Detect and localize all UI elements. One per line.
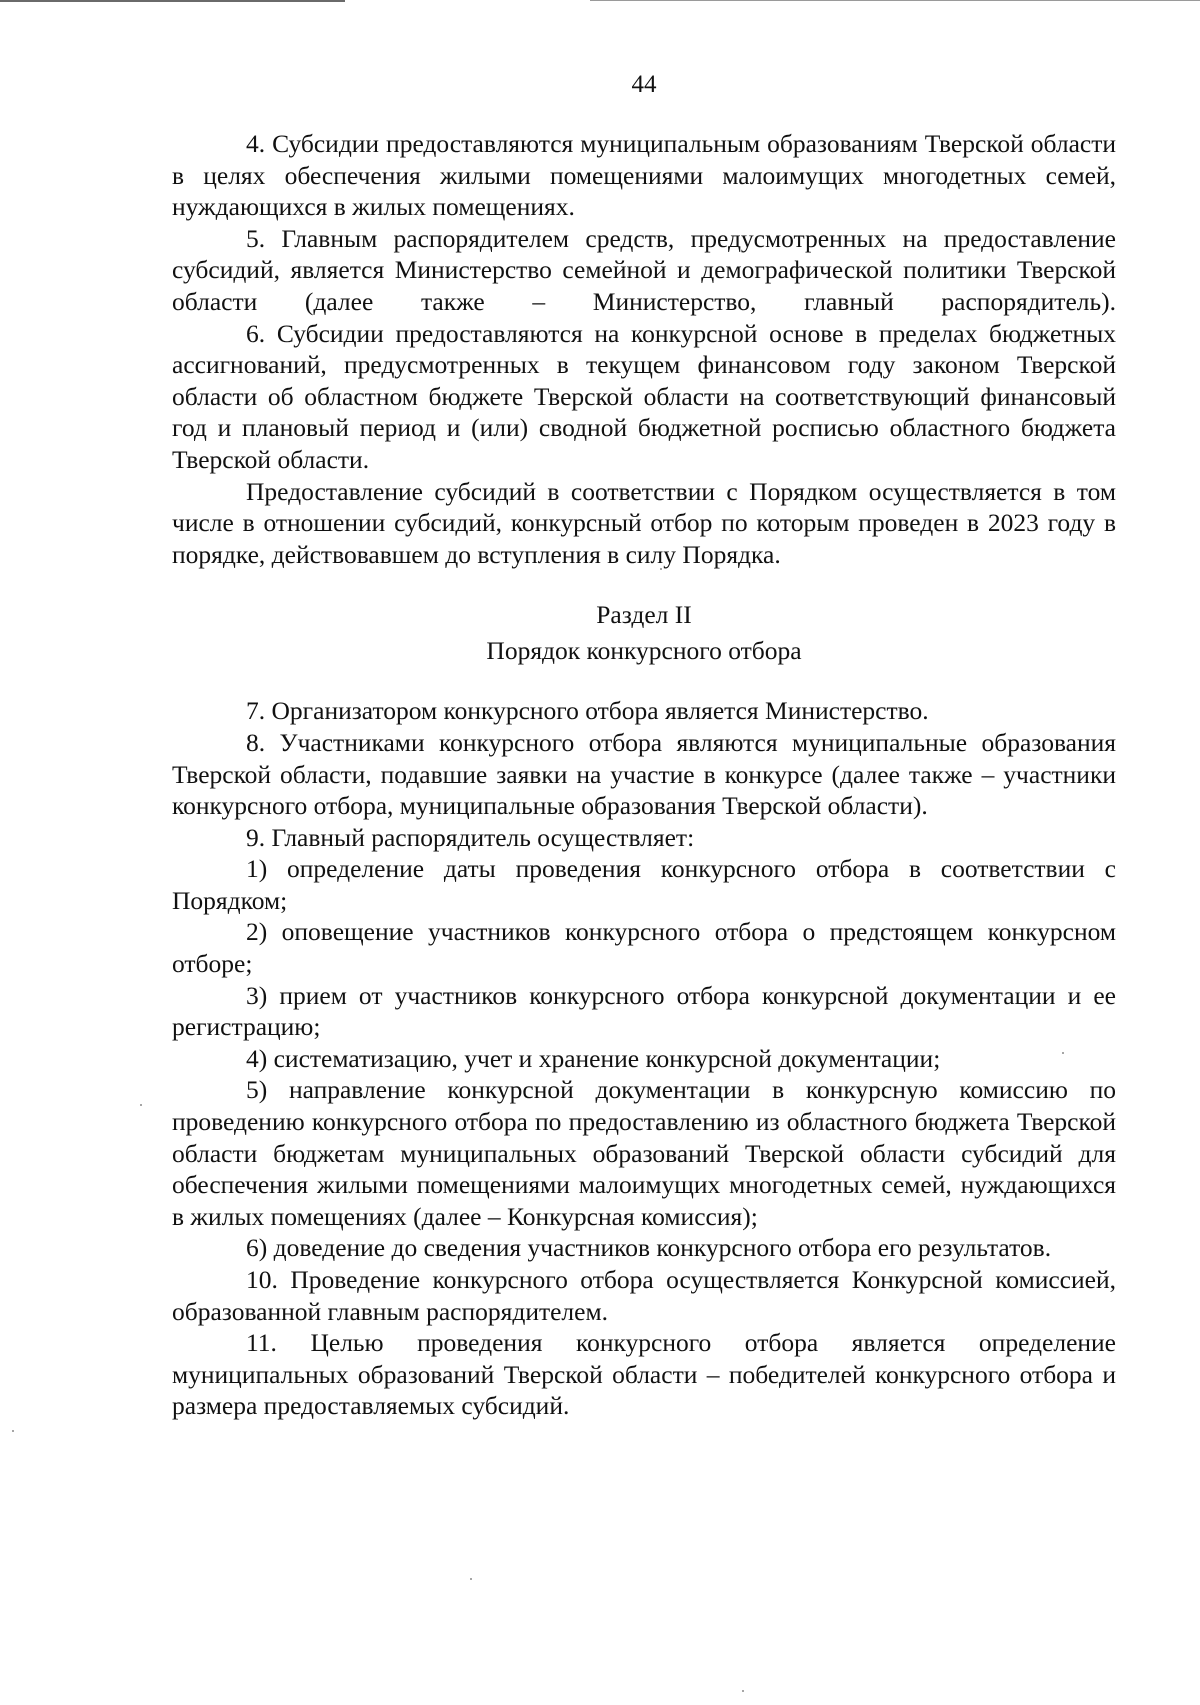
paragraph-9: 9. Главный распорядитель осуществляет: [246,822,695,852]
section-title: Порядок конкурсного отбора [486,636,802,666]
paragraph-transitional: Предоставление субсидий в соответствии с Порядком осуществляется в том числе в отношении субсидий, конкурсный отбор по которым проведен в 2023 году в порядке, действовавшем до вступления в силу Порядка. [172,476,1116,569]
paragraph-5: 5. Главным распорядителем средств, предусмотренных на предоставление субсидий, является Министерство семейной и демографической политики Тверской области (далее также – Министерство, главный распорядитель). [172,223,1116,316]
scan-speck [742,1690,744,1692]
section-number: Раздел II [596,600,692,630]
paragraph-7: 7. Организатором конкурсного отбора является Министерство. [246,696,929,726]
paragraph-8: 8. Участниками конкурсного отбора являются муниципальные образования Тверской области, подавшие заявки на участие в конкурсе (далее также – участники конкурсного отбора, муниципальные образования Тверской области). [172,727,1116,821]
paragraph-4: 4. Субсидии предоставляются муниципальным образованиям Тверской области в целях обеспечения жилыми помещениями малоимущих многодетных семей, нуждающихся в жилых помещениях. [172,129,1116,222]
document-page [172,68,1116,1422]
scan-artifact-top-line [0,0,345,2]
list-item-3: 3) прием от участников конкурсного отбора конкурсной документации и ее регистрацию; [172,980,1116,1042]
list-item-6: 6) доведение до сведения участников конкурсного отбора его результатов. [246,1233,1052,1263]
page-number: 44 [631,71,657,98]
list-item-1: 1) определение даты проведения конкурсного отбора в соответствии с Порядком; [172,854,1116,915]
scan-speck [140,1104,142,1106]
list-item-4: 4) систематизацию, учет и хранение конкурсной документации; [246,1043,941,1073]
scan-speck [12,1430,14,1432]
scan-artifact-top-edge [590,0,1200,1]
list-item-5: 5) направление конкурсной документации в конкурсную комиссию по проведению конкурсного отбора по предоставлению из областного бюджета Тверской области бюджетам муниципальных образований Тверской области субсидий для обеспечения жилыми помещениями малоимущих многодетных семей, нуждающихся в жилых помещениях (далее – Конкурсная комиссия); [172,1075,1116,1231]
scan-speck [470,1578,472,1580]
list-item-2: 2) оповещение участников конкурсного отбора о предстоящем конкурсном отборе; [172,917,1116,979]
paragraph-6: 6. Субсидии предоставляются на конкурсной основе в пределах бюджетных ассигнований, предусмотренных в текущем финансовом году законом Тверской области об областном бюджете Тверской области на соответствующий финансовый год и плановый период и (или) сводной бюджетной росписью областного бюджета Тверской области. [172,318,1116,474]
paragraph-11: 11. Целью проведения конкурсного отбора является определение муниципальных образований Тверской области – победителей конкурсного отбора и размера предоставляемых субсидий. [172,1328,1116,1421]
paragraph-10: 10. Проведение конкурсного отбора осуществляется Конкурсной комиссией, образованной главным распорядителем. [172,1265,1116,1326]
